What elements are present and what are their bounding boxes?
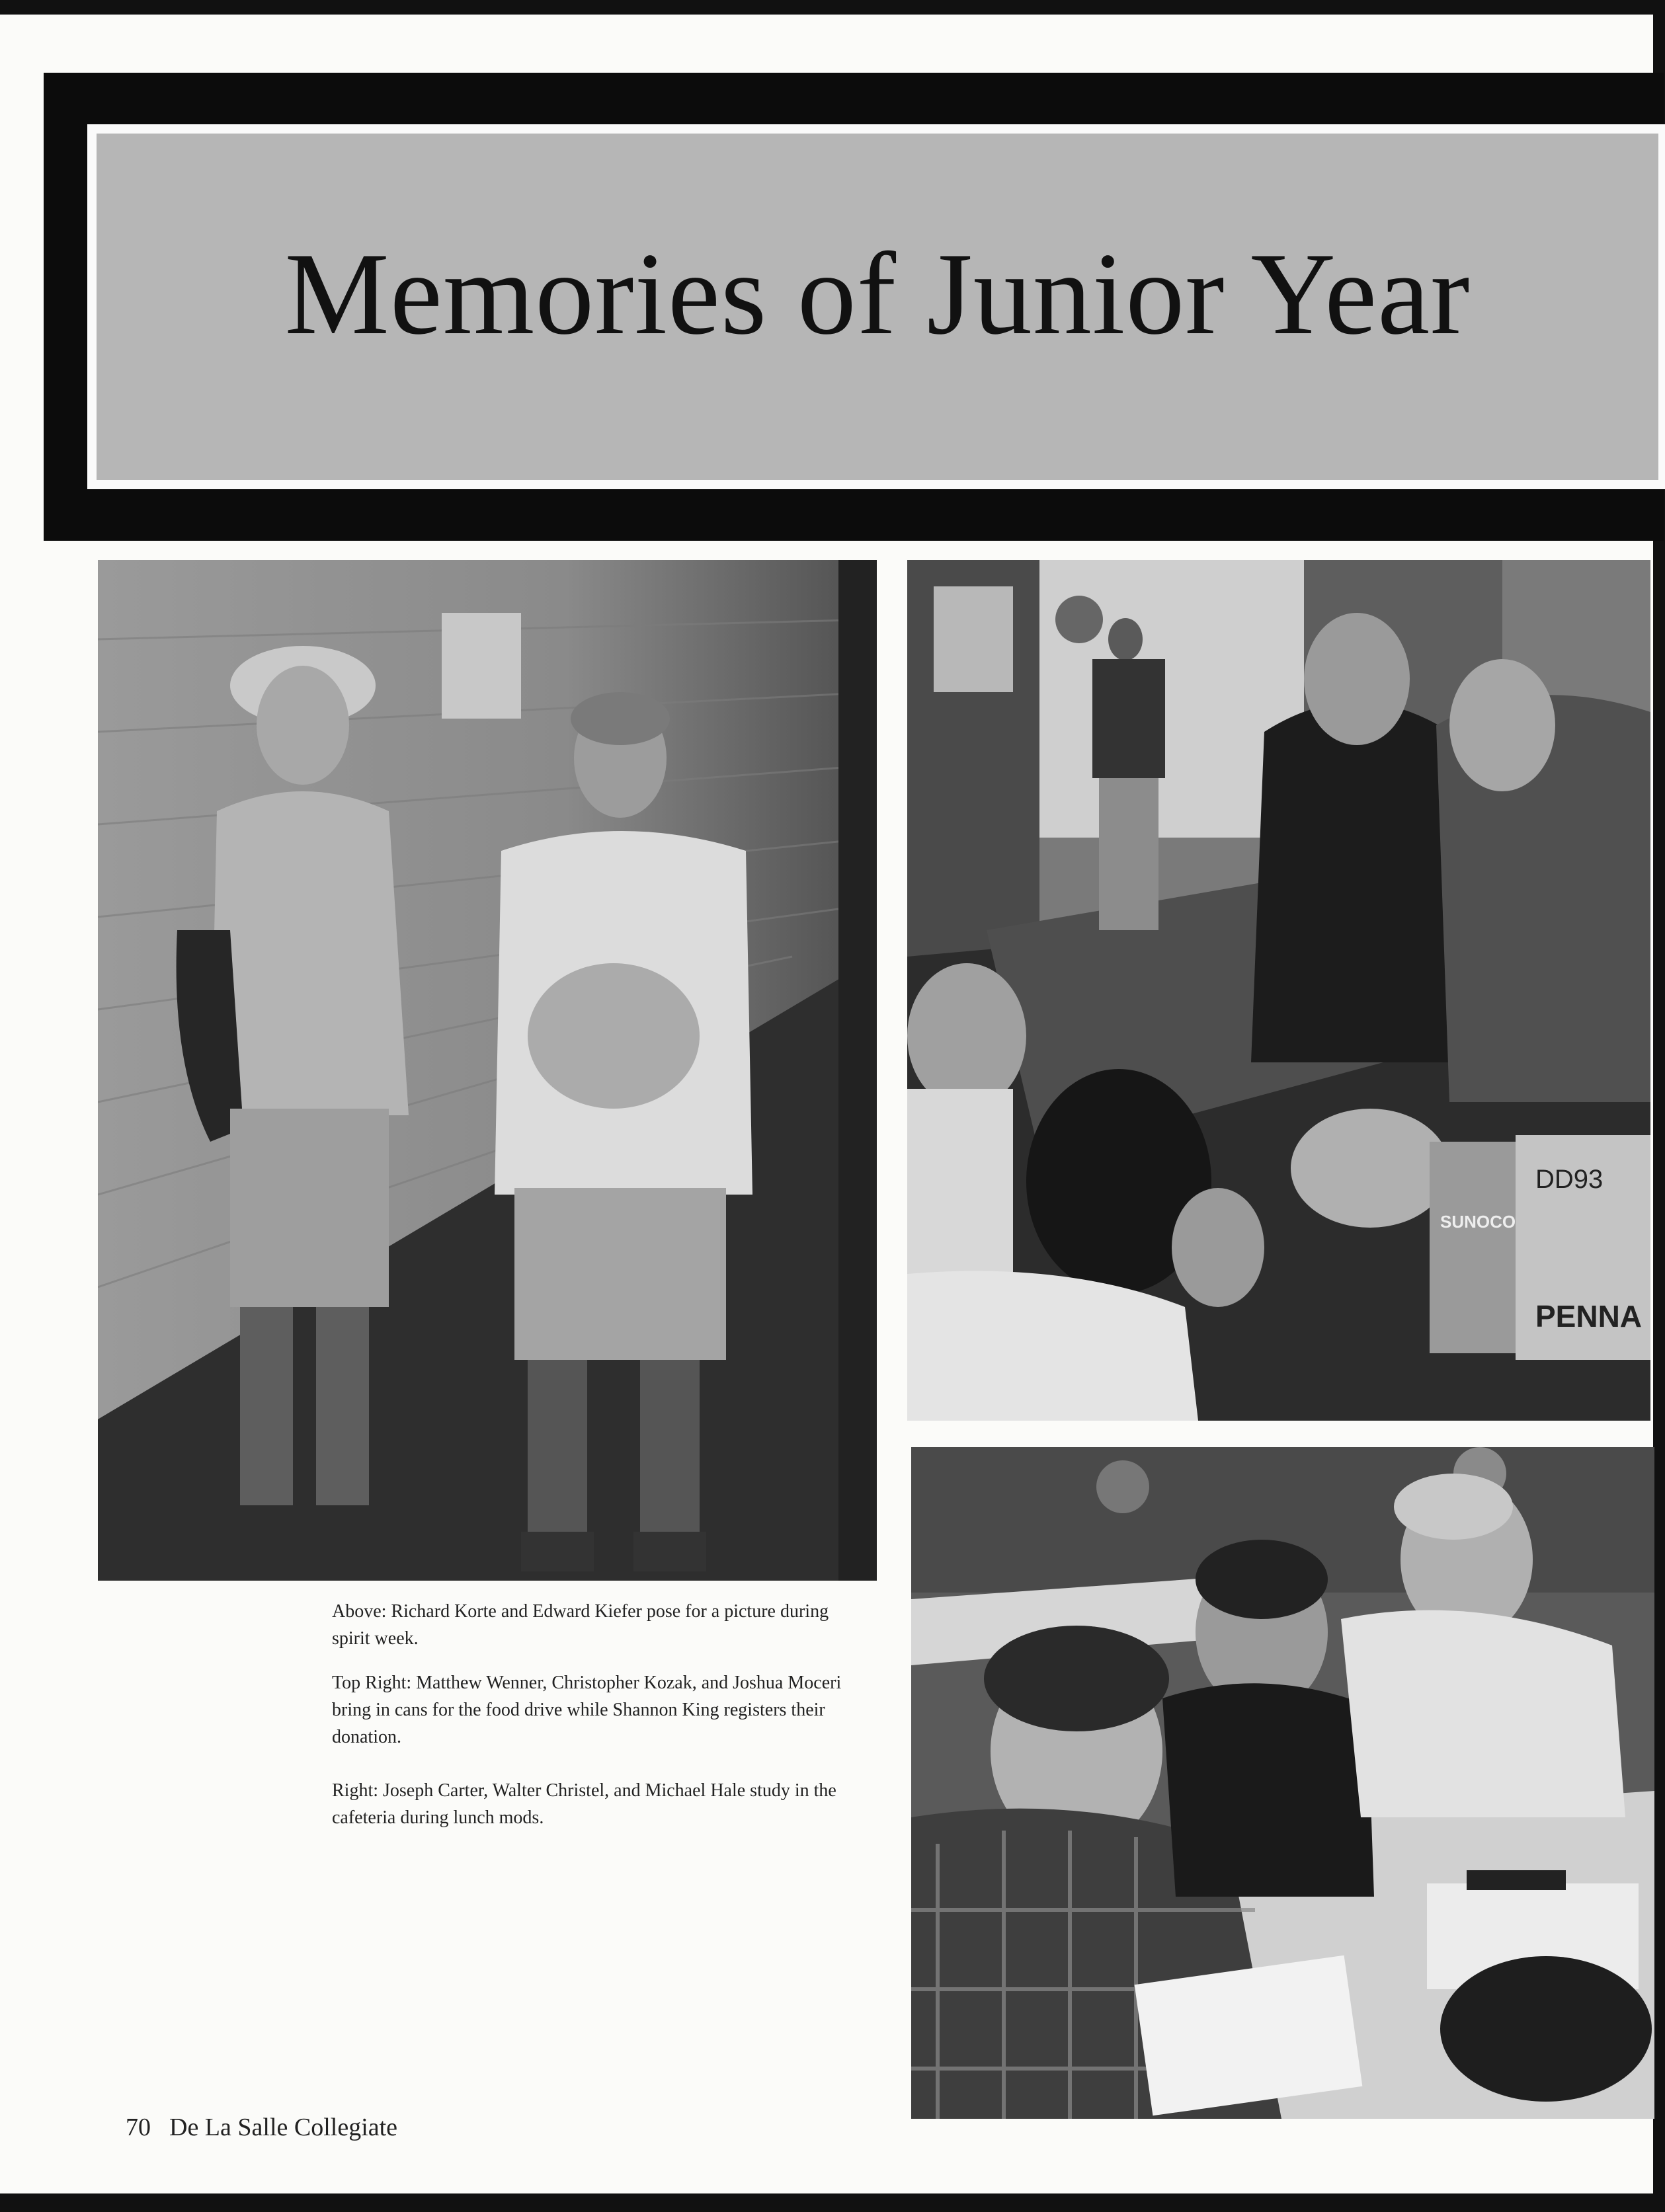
photo-captions — [332, 1598, 854, 1848]
photo-food-drive-image — [907, 560, 1650, 1421]
title-banner — [44, 73, 1664, 541]
bottom-border — [0, 2193, 1665, 2212]
page-footer — [126, 2113, 397, 2142]
photo-cafeteria-image — [911, 1447, 1654, 2119]
caption-right: Right: Joseph Carter, Walter Christel, and Michael Hale study in the cafeteria during lunch mods. — [332, 1780, 836, 1828]
photo-spirit-week-image — [98, 560, 877, 1581]
box-label-sunoco: SUNOCO — [1440, 1212, 1516, 1232]
publication-name: De La Salle Collegiate — [169, 2113, 398, 2141]
photo-spirit-week — [98, 560, 877, 1581]
photo-cafeteria — [911, 1447, 1654, 2119]
box-label-dd93: DD93 — [1535, 1165, 1604, 1194]
caption-top-right: Top Right: Matthew Wenner, Christopher Kozak, and Joshua Moceri bring in cans for the food drive while Shannon King registers their donation. — [332, 1673, 842, 1747]
photo-food-drive — [907, 560, 1650, 1421]
title-banner-frame — [87, 124, 1665, 489]
page-number: 70 — [126, 2113, 151, 2141]
top-border — [0, 0, 1665, 15]
box-label-penna: PENNA — [1535, 1299, 1643, 1333]
title-banner-panel — [97, 134, 1658, 480]
page-title: Memories of Junior Year — [284, 228, 1471, 359]
caption-above: Above: Richard Korte and Edward Kiefer pose for a picture during spirit week. — [332, 1601, 829, 1649]
